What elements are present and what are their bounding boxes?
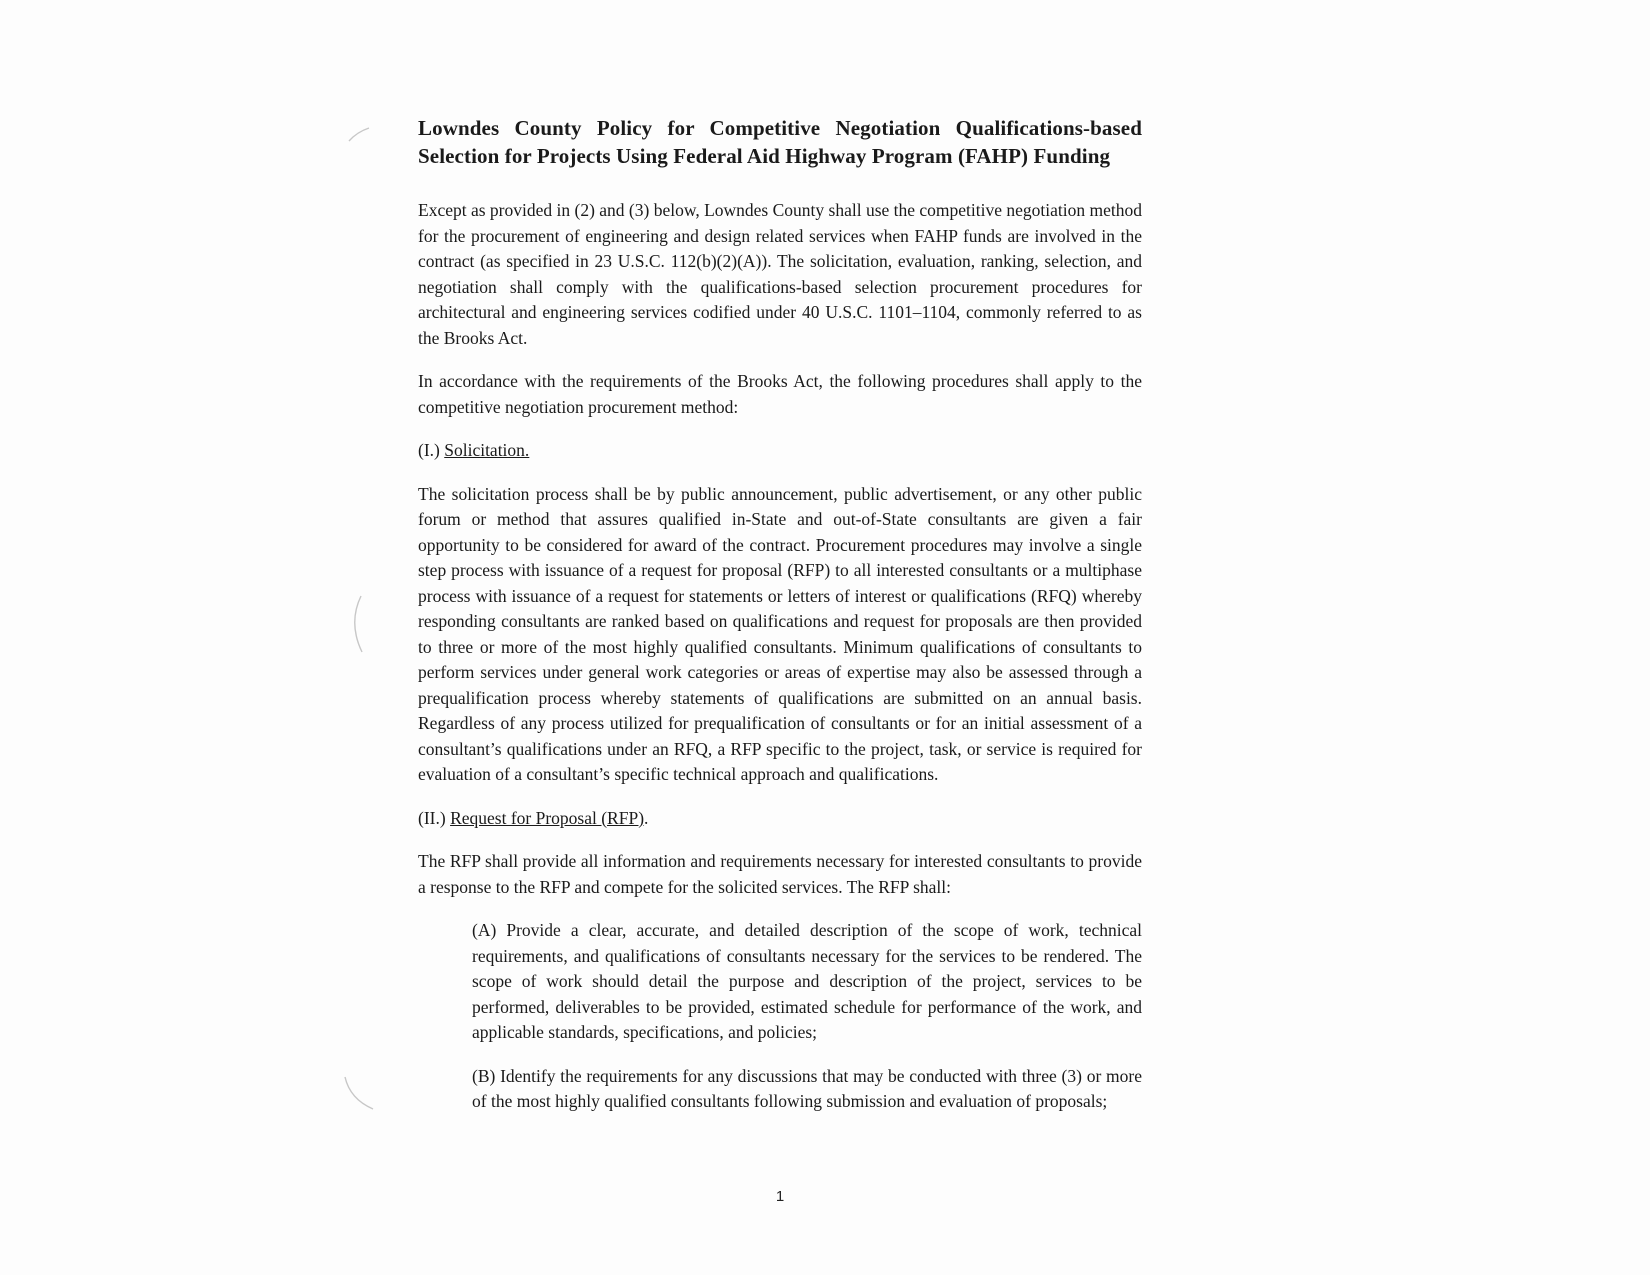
paragraph-brooks-act: In accordance with the requirements of the Brooks Act, the following procedures shall apply to the competitive negotiation procurement method: xyxy=(418,371,1142,417)
section-number: (I.) xyxy=(418,440,445,460)
scan-artifact-curve xyxy=(345,1077,373,1109)
paragraph-rfp-intro: The RFP shall provide all information and requirements necessary for interested consultants to provide a response to the RFP and compete for the solicited services. The RFP shall: xyxy=(418,851,1142,897)
section-number: (II.) xyxy=(418,807,451,828)
section-suffix: . xyxy=(644,807,649,828)
section-title: Request for Proposal (RFP) xyxy=(450,807,645,828)
scan-artifact-paren xyxy=(355,596,362,652)
rfp-item-b: (B) Identify the requirements for any discussions that may be conducted with three (3) or more of the most highly qualified consultants following submission and evaluation of proposals; xyxy=(472,1065,1142,1111)
rfp-item-a: (A) Provide a clear, accurate, and detailed description of the scope of work, technical requirements, and qualifications of consultants necessary for the services to be rendered. The scope of work should detail the purpose and description of the project, services to be performed, deliverables to be provided, estimated schedule for performance of the work, and applicable standards, specifications, and policies; xyxy=(472,920,1142,1042)
section-heading-solicitation xyxy=(418,438,1142,464)
document-title: Lowndes County Policy for Competitive Negotiation Qualifications-based Selection for Projects Using Federal Aid Highway Program (FAHP) Funding xyxy=(418,116,1142,168)
document-body xyxy=(418,114,1142,1115)
section-title: Solicitation. xyxy=(444,440,530,460)
section-heading-rfp xyxy=(418,806,1142,832)
scan-artifact-slash xyxy=(349,128,369,141)
paragraph-intro: Except as provided in (2) and (3) below, Lowndes County shall use the competitive negotiation method for the procurement of engineering and design related services when FAHP funds are involved in the contract (as specified in 23 U.S.C. 112(b)(2)(A)). The solicitation, evaluation, ranking, selection, and negotiation shall comply with the qualifications-based selection procurement procedures for architectural and engineering services codified under 40 U.S.C. 1101–1104, commonly referred to as the Brooks Act. xyxy=(418,200,1142,348)
page-number: 1 xyxy=(775,1188,785,1205)
paragraph-solicitation-body: The solicitation process shall be by public announcement, public advertisement, or any other public forum or method that assures qualified in-State and out-of-State consultants are given a fair opportunity to be considered for award of the contract. Procurement procedures may involve a single step process with issuance of a request for proposal (RFP) to all interested consultants or a multiphase process with issuance of a request for statements or letters of interest or qualifications (RFQ) whereby responding consultants are ranked based on qualifications and request for proposals are then provided to three or more of the most highly qualified consultants. Minimum qualifications of consultants to perform services under general work categories or areas of expertise may also be assessed through a prequalification process whereby statements of qualifications are submitted on an annual basis. Regardless of any process utilized for prequalification of consultants or for an initial assessment of a consultant’s qualifications under an RFQ, a RFP specific to the project, task, or service is required for evaluation of a consultant’s specific technical approach and qualifications. xyxy=(418,483,1142,784)
